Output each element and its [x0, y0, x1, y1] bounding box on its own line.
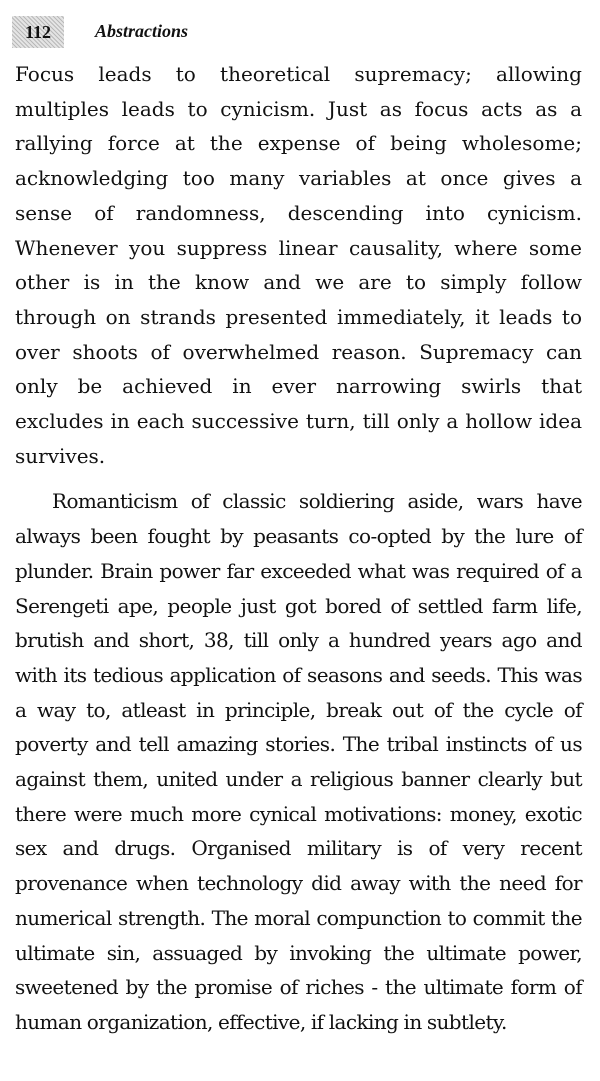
body-text [15, 57, 582, 1040]
running-head [0, 8, 600, 48]
paragraph-1: Focus leads to theoretical supremacy; allowing multiples leads to cynicism. Just as focus acts as a rallying force at the expense of being wholesome; acknowledging too many variables at once gives a sense of randomness, descending into cynicism. Whenever you suppress linear causality, where some other is in the know and we are to simply follow through on strands presented immediately, it leads to over shoots of overwhelmed reason. Supremacy can only be achieved in ever narrowing swirls that excludes in each successive turn, till only a hollow idea survives. [15, 62, 582, 468]
chapter-title: Abstractions [95, 21, 189, 41]
paragraph-2: Romanticism of classic soldiering aside, wars have always been fought by peasants co-opted by the lure of plunder. Brain power far exceeded what was required of a Serengeti ape, people just got bored of settled farm life, brutish and short, 38, till only a hundred years ago and with its tedious application of seasons and seeds. This was a way to, atleast in principle, break out of the cycle of poverty and tell amazing stories. The tribal instincts of us against them, united under a religious banner clearly but there were much more cynical motivations: money, exotic sex and drugs. Organised military is of very recent provenance when technology did away with the need for numerical strength. The moral compunction to commit the ultimate sin, assuaged by invoking the ultimate power, sweetened by the promise of riches - the ultimate form of human organization, effective, if lacking in subtlety. [15, 489, 582, 1034]
page-number: 112 [12, 16, 64, 48]
